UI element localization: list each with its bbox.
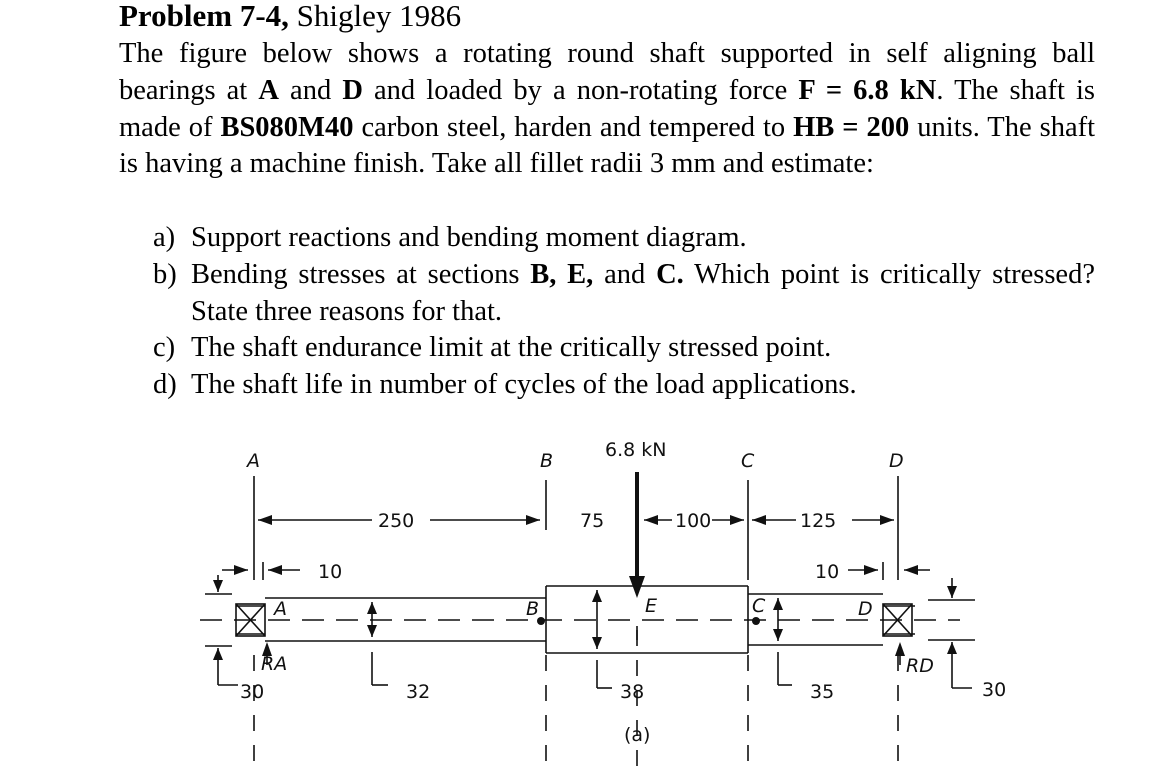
shaft-drawing [0, 420, 1170, 773]
problem-title-bold: Problem 7-4, [119, 0, 289, 33]
intro-text-4: . The shaft is made of [119, 74, 1095, 143]
task-d-label: d) [153, 369, 177, 401]
task-d [153, 367, 1095, 404]
task-b-text-3: Which point is critically stressed? State three reasons for that. [191, 258, 1095, 327]
intro-text-5: carbon steel, harden and tempered to [353, 111, 794, 143]
dim-125: 125 [800, 510, 837, 532]
intro-text-6: units. The shaft is having a machine finish. Take all fillet radii 3 mm and estimate: [119, 111, 1096, 180]
point-c-label: C [741, 450, 755, 472]
task-d-text: The shaft life in number of cycles of the load applications. [191, 369, 857, 401]
task-b-label: b) [153, 258, 177, 290]
inner-e-label: E [645, 595, 658, 617]
inner-b-label: B [526, 598, 540, 620]
bearing-d: D [342, 74, 363, 106]
dim-10-right: 10 [815, 561, 840, 583]
dim-75: 75 [580, 510, 605, 532]
figure-caption: (a) [624, 724, 651, 746]
dim-250: 250 [378, 510, 415, 532]
task-b-sections: B, E, [530, 258, 594, 290]
reaction-d-label: RD [906, 655, 934, 677]
diameter-35: 35 [810, 681, 835, 703]
task-a-text: Support reactions and bending moment diagram. [191, 222, 747, 253]
task-c [153, 330, 1095, 367]
steel-grade: BS080M40 [220, 111, 354, 143]
inner-c-label: C [752, 595, 766, 617]
dim-100: 100 [675, 510, 712, 532]
problem-title-source: Shigley 1986 [288, 0, 462, 33]
dim-10-left: 10 [318, 561, 343, 583]
inner-d-label: D [858, 598, 873, 620]
intro-text-3: and loaded by a non-rotating force [362, 74, 799, 106]
diameter-38: 38 [620, 681, 645, 703]
load-label: 6.8 kN [605, 439, 667, 461]
diameter-32: 32 [406, 681, 431, 703]
force-value: F = 6.8 kN [798, 74, 937, 106]
task-b-section-c: C. [656, 258, 684, 290]
problem-title [119, 0, 461, 34]
task-c-label: c) [153, 332, 176, 364]
task-b [153, 257, 1095, 331]
task-b-text-1: Bending stresses at sections [191, 258, 531, 290]
task-b-text [191, 257, 1095, 331]
problem-statement [119, 36, 1095, 183]
intro-text-1: The figure below shows a rotating round shaft supported in self aligning ball bearings at [119, 38, 1095, 106]
inner-a-label: A [274, 598, 287, 620]
point-d-label: D [889, 450, 904, 472]
task-c-text: The shaft endurance limit at the critically stressed point. [191, 332, 832, 364]
shaft-figure [0, 420, 1170, 773]
task-a-label: a) [153, 222, 176, 253]
reaction-a-label: RA [261, 653, 288, 675]
point-b-label: B [540, 450, 554, 472]
point-a-label: A [247, 450, 260, 472]
hardness-value: HB = 200 [793, 111, 910, 143]
task-b-text-2: and [593, 258, 657, 290]
intro-text-2: and [278, 74, 343, 106]
task-list [153, 220, 1095, 404]
task-a [153, 220, 1095, 257]
bearing-a: A [258, 74, 279, 106]
diameter-30-right: 30 [982, 679, 1007, 701]
diameter-30-left: 30 [240, 681, 265, 703]
